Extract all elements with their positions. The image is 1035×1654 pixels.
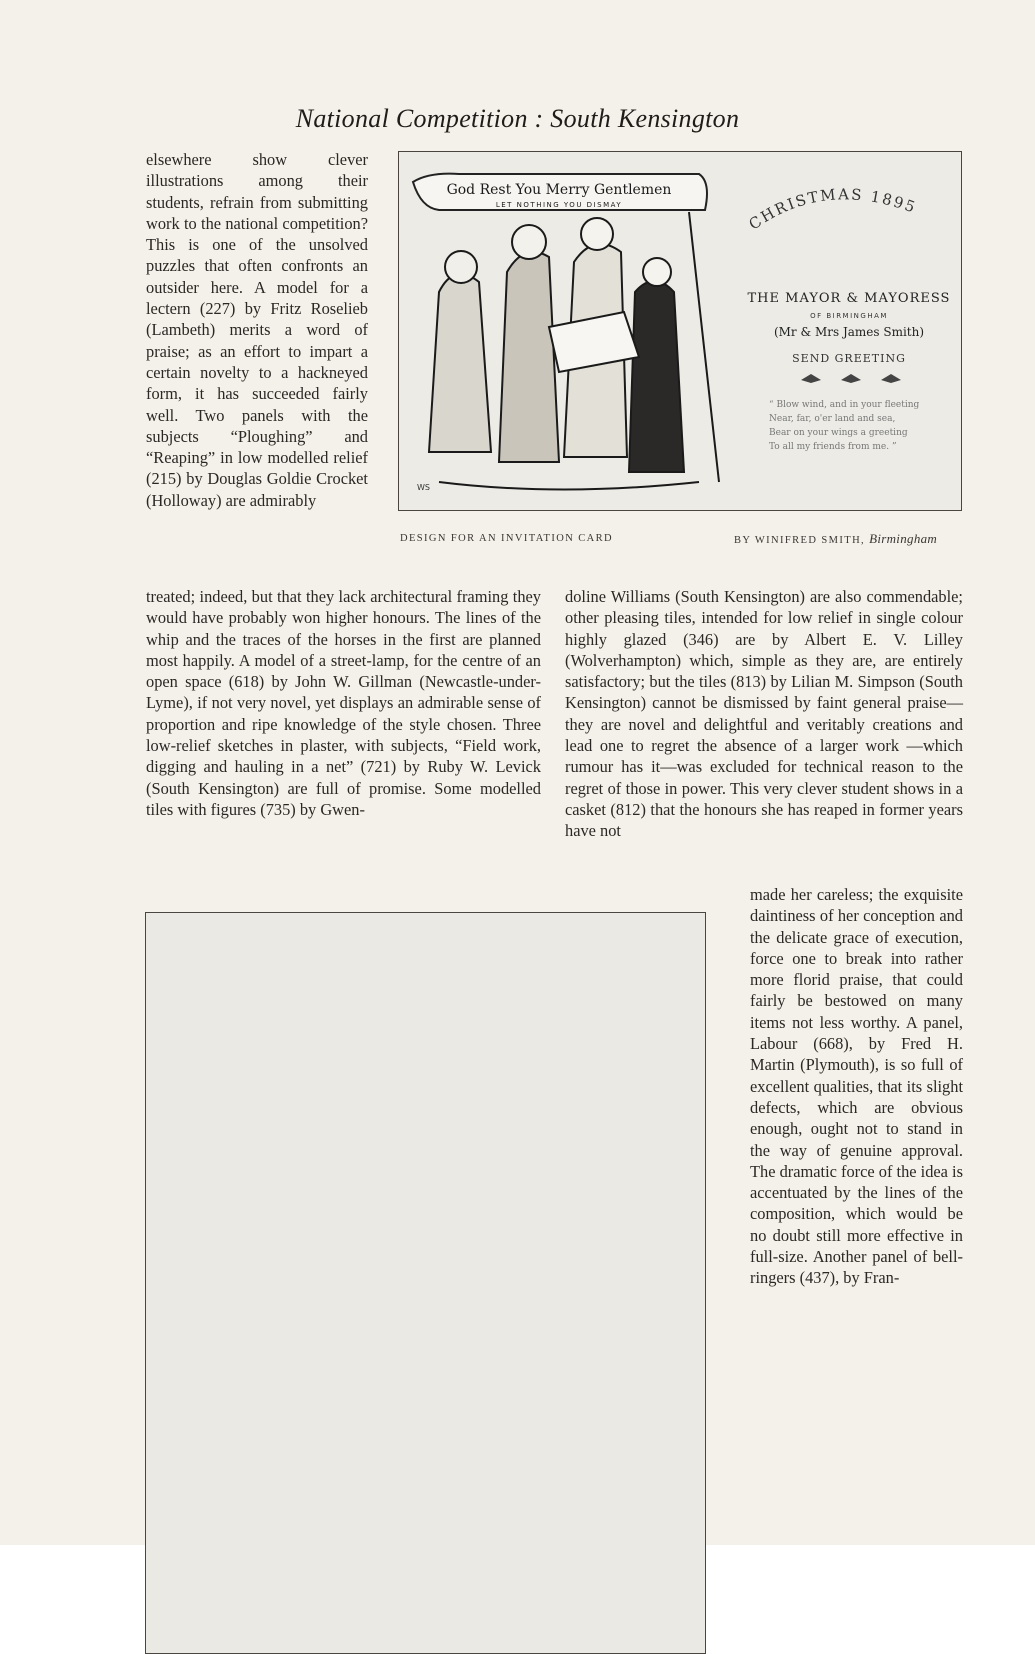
paragraph: made her careless; the exquisite daintiness of her conception and the delicate grace of execution, force one to break into rather more florid praise, that could fairly be bestowed on many items not less worthy. A panel, Labour (668), by Fred H. Martin (Plymouth), is so full of excellent qualities, that its slight defects, which are obvious enough, ought not to stand in the way of genuine approval. The dramatic force of the idea is accentuated by the lines of the composition, which would be no doubt still more effective in full-size. Another panel of bell-ringers (437), by Fran-	[750, 885, 963, 1288]
figure-1-caption-left: DESIGN FOR AN INVITATION CARD	[400, 533, 614, 544]
paragraph: elsewhere show clever illustrations among their students, refrain from submitting work to the national competition? This is one of the unsolved puzzles that often confronts an outsider here. A model for a lectern (227) by Fritz Roselieb (Lambeth) merits a word of praise; as an effort to impart a certain novelty to a hackneyed form, it has succeeded fairly well. Two panels with the subjects “Ploughing” and “Reaping” in low modelled relief (215) by Douglas Goldie Crocket (Holloway) are admirably	[146, 150, 368, 510]
body-text-left-wide	[146, 586, 541, 820]
invitation-illustration	[146, 913, 706, 1654]
card-verse: “ Blow wind, and in your fleeting Near, far, o'er land and sea, Bear on your wings a greeting To all my friends from me. ”	[769, 400, 920, 452]
figure-christmas-card	[398, 151, 962, 511]
body-text-left-narrow	[146, 149, 368, 511]
card-heading: THE MAYOR & MAYORESS	[747, 291, 951, 306]
running-head: National Competition : South Kensington	[295, 104, 740, 133]
card-subheading: OF BIRMINGHAM	[810, 312, 888, 320]
paragraph: treated; indeed, but that they lack architectural framing they would have probably won higher honours. The lines of the whip and the traces of the horses in the first are planned most happily. A model of a street-lamp, for the centre of an open space (618) by John W. Gillman (Newcastle-under-Lyme), if not very novel, yet displays an admirable sense of proportion and ripe knowledge of the style chosen. Three low-relief sketches in plaster, with subjects, “Field work, digging and hauling in a net” (721) by Ruby W. Levick (South Kensington) are full of promise. Some modelled tiles with figures (735) by Gwen-	[146, 587, 541, 819]
christmas-card-illustration	[399, 152, 962, 511]
body-text-right-narrow	[750, 884, 963, 1289]
banner-line-1: God Rest You Merry Gentlemen	[446, 182, 672, 198]
card-greeting: SEND GREETING	[792, 352, 906, 365]
card-names: (Mr & Mrs James Smith)	[773, 325, 925, 339]
christmas-arc-text: CHRISTMAS 1895	[745, 185, 920, 234]
paragraph: doline Williams (South Kensington) are also commendable; other pleasing tiles, intended for low relief in single colour highly glazed (346) are by Albert E. V. Lilley (Wolverhampton) which, simple as they are, are entirely satisfactory; but the tiles (813) by Lilian M. Simpson (South Kensington) cannot be dismissed by faint general praise—they are novel and delightful and veritably creations and lead one to regret the absence of a larger work —which rumour has it—was excluded for technical reason to the regret of those in power. This very clever student shows in a casket (812) that the honours she has reaped in former years have not	[565, 587, 963, 841]
figure-1-caption-right: BY WINIFRED SMITH, Birmingham	[734, 531, 938, 546]
artist-initials: WS	[417, 483, 430, 492]
figure-invitation-card	[145, 912, 706, 1654]
body-text-right-top	[565, 586, 963, 842]
banner-line-2: LET NOTHING YOU DISMAY	[495, 201, 623, 209]
